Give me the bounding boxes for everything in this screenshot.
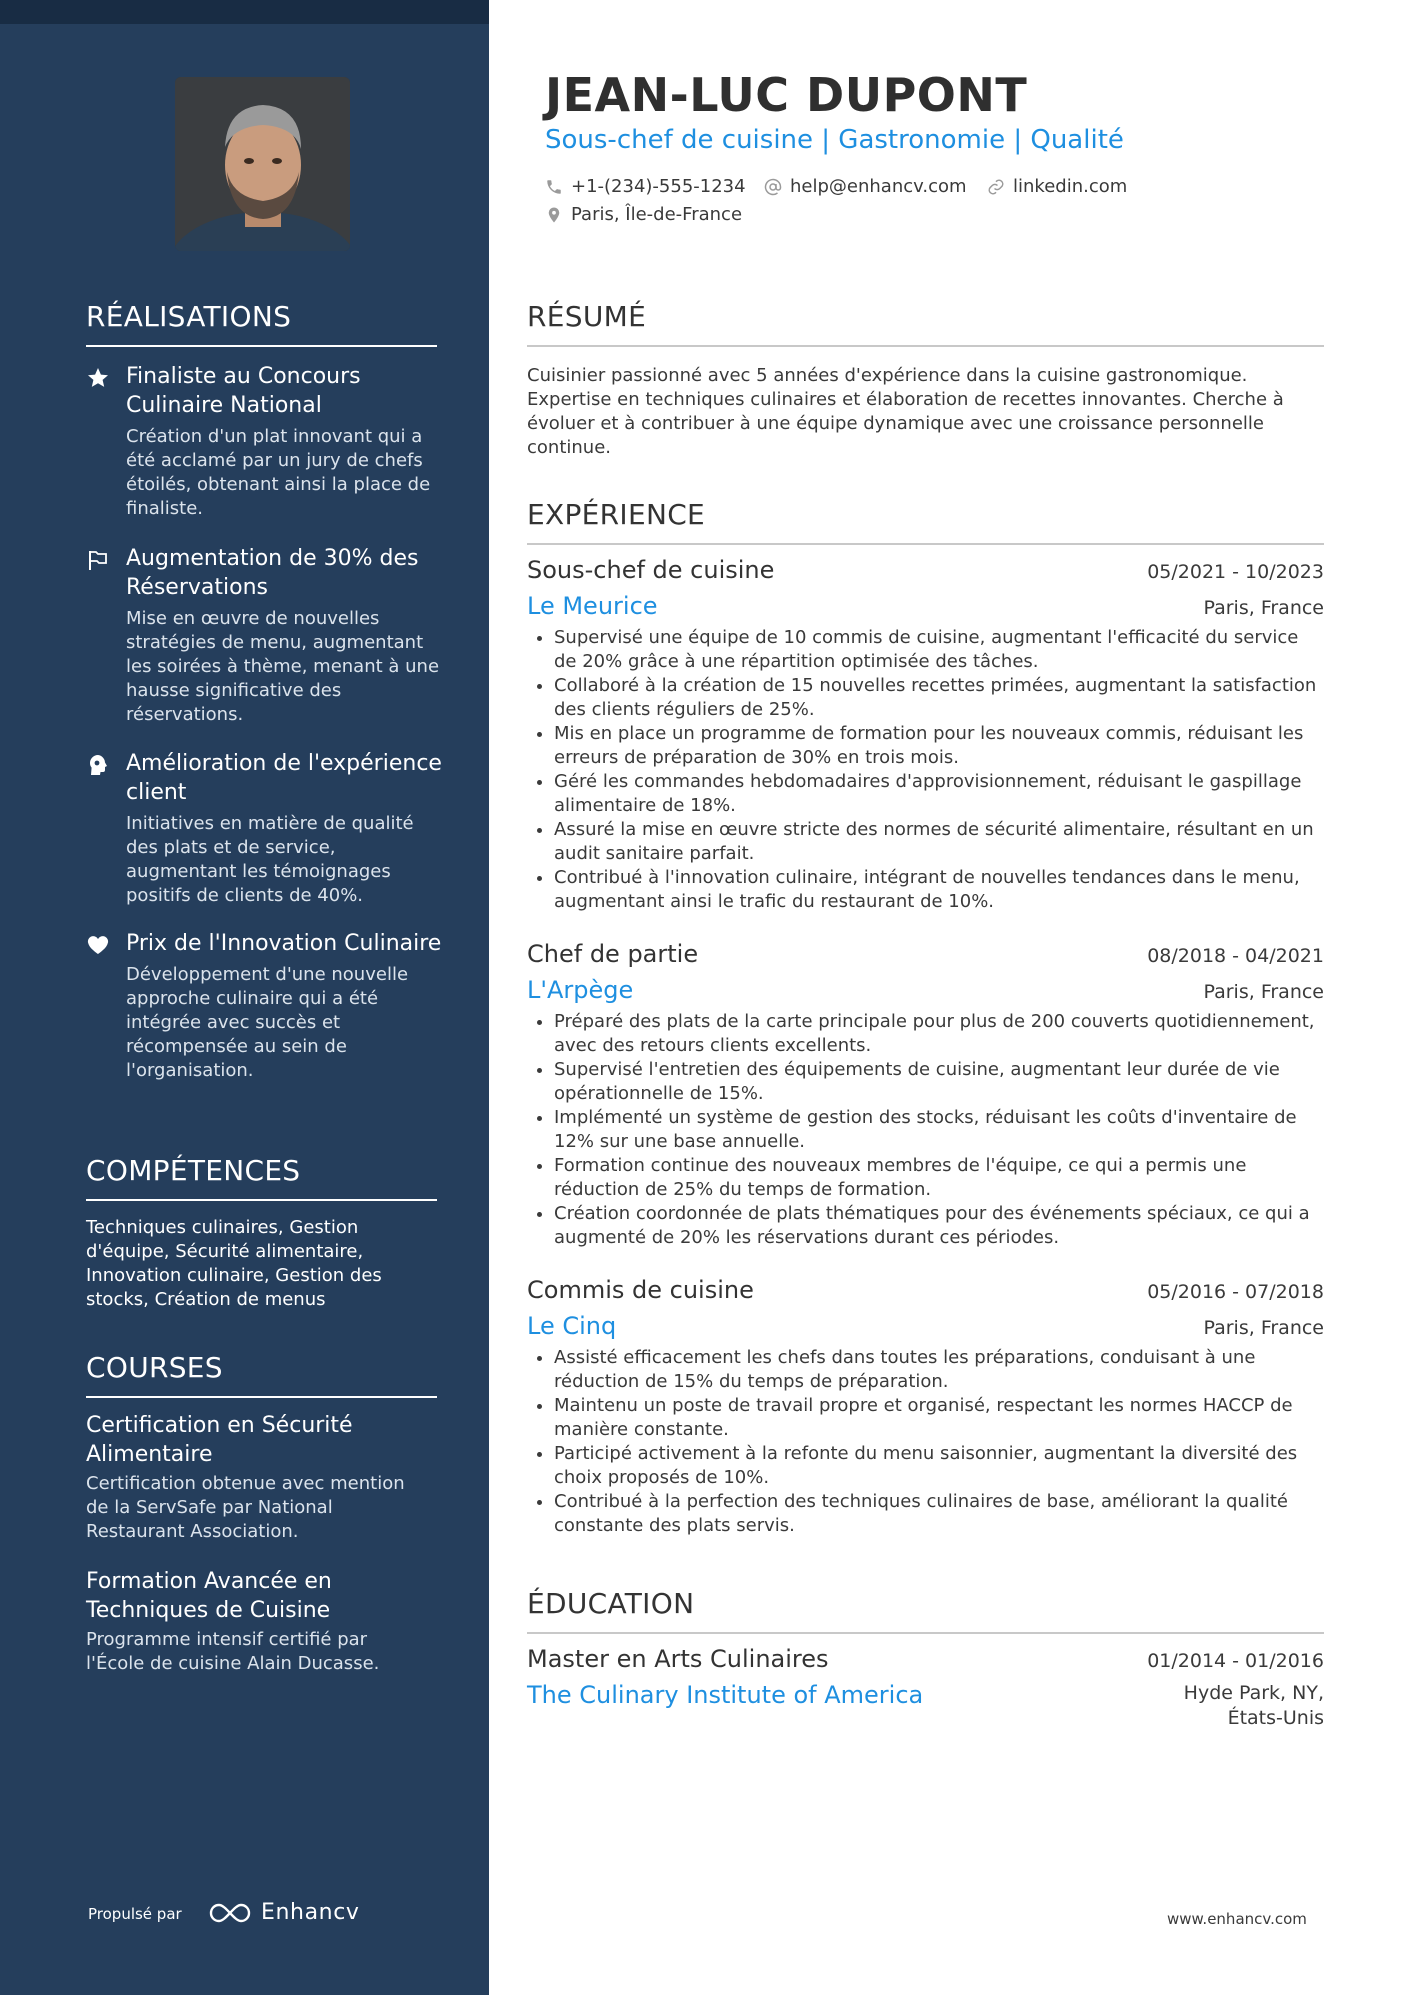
education-entry [527,1645,1324,1731]
flag-icon [86,548,110,572]
experience-title: EXPÉRIENCE [527,498,1324,545]
course-desc: Certification obtenue avec mention de la ServSafe par National Restaurant Association. [86,1473,405,1542]
job-location: Paris, France [1203,1317,1324,1339]
job-bullets [527,1010,1324,1250]
link-icon [987,178,1005,196]
company-name[interactable]: L'Arpège [527,976,634,1004]
achievement-title: Finaliste au Concours Culinaire National [126,364,361,418]
skills-title: COMPÉTENCES [86,1154,437,1201]
star-icon [86,366,110,390]
brand-logo[interactable] [207,1900,360,1925]
job-bullet: • Géré les commandes hebdomadaires d'approvisionnement, réduisant le gaspillage alimentaire de 18%. [554,770,1324,818]
job-bullet: • Supervisé l'entretien des équipements de cuisine, augmentant leur durée de vie opérationnelle de 15%. [554,1058,1324,1106]
summary-text: Cuisinier passionné avec 5 années d'expérience dans la cuisine gastronomique. Expertise en techniques culinaires et élaboration de recettes innovantes. Cherche à évoluer et à contribuer à une équipe dynamique avec une croissance personnelle continue. [527,365,1284,458]
candidate-headline: Sous-chef de cuisine | Gastronomie | Qualité [545,125,1124,155]
contact-phone[interactable] [545,176,746,197]
company-name[interactable]: Le Meurice [527,592,658,620]
job-bullet: • Contribué à l'innovation culinaire, intégrant de nouvelles tendances dans le menu, augmentant ainsi le trafic du restaurant de 10%. [554,866,1324,914]
job-dates: 08/2018 - 04/2021 [1147,945,1324,967]
footer-site-link[interactable]: www.enhancv.com [1167,1910,1307,1928]
job-location: Paris, France [1203,597,1324,619]
job-entry [527,1276,1324,1538]
course-title: Certification en Sécurité Alimentaire [86,1413,353,1467]
infinity-icon [207,1901,253,1925]
email-text: help@enhancv.com [790,176,967,197]
achievement-desc: Création d'un plat innovant qui a été acclamé par un jury de chefs étoilés, obtenant ainsi la place de finaliste. [126,426,431,519]
heart-icon [86,933,110,957]
contact-email[interactable] [764,176,967,197]
company-name[interactable]: Le Cinq [527,1312,617,1340]
job-dates: 05/2016 - 07/2018 [1147,1281,1324,1303]
job-dates: 05/2021 - 10/2023 [1147,561,1324,583]
achievement-title: Prix de l'Innovation Culinaire [126,931,442,956]
achievements-title: RÉALISATIONS [86,300,437,347]
powered-by-label: Propulsé par [88,1905,182,1923]
job-bullet: • Contribué à la perfection des techniques culinaires de base, améliorant la qualité constante des plats servis. [554,1490,1324,1538]
candidate-name: JEAN-LUC DUPONT [545,68,1028,122]
achievement-title: Augmentation de 30% des Réservations [126,546,419,600]
education-dates: 01/2014 - 01/2016 [1147,1650,1324,1672]
contact-linkedin[interactable] [987,176,1127,197]
job-bullet: • Maintenu un poste de travail propre et organisé, respectant les normes HACCP de manière constante. [554,1394,1324,1442]
achievement-item [86,544,446,727]
location-pin-icon [545,206,563,224]
sidebar-top-band [0,0,489,24]
phone-icon [545,178,563,196]
job-bullets [527,626,1324,914]
achievement-desc: Mise en œuvre de nouvelles stratégies de menu, augmentant les soirées à thème, menant à une hausse significative des réservations. [126,608,440,725]
at-icon [764,178,782,196]
job-title: Chef de partie [527,940,699,968]
job-bullet: • Création coordonnée de plats thématiques pour des événements spéciaux, ce qui a augmenté de 20% les réservations durant ces périodes. [554,1202,1324,1250]
achievement-item [86,929,446,1083]
courses-title: COURSES [86,1351,437,1398]
job-bullet: • Préparé des plats de la carte principale pour plus de 200 couverts quotidiennement, avec des retours clients excellents. [554,1010,1324,1058]
job-entry [527,940,1324,1250]
course-item [86,1567,431,1676]
job-bullet: • Supervisé une équipe de 10 commis de cuisine, augmentant l'efficacité du service de 20% grâce à une répartition optimisée des tâches. [554,626,1324,674]
sidebar [0,0,489,1995]
achievement-desc: Développement d'une nouvelle approche culinaire qui a été intégrée avec succès et récompensée au sein de l'organisation. [126,964,409,1081]
achievement-title: Amélioration de l'expérience client [126,751,442,805]
phone-text: +1-(234)-555-1234 [571,176,746,197]
job-title: Sous-chef de cuisine [527,556,775,584]
linkedin-text: linkedin.com [1013,176,1128,197]
education-title: ÉDUCATION [527,1587,1324,1634]
brand-name: Enhancv [261,1900,360,1925]
avatar [175,77,350,251]
job-bullet: • Implémenté un système de gestion des stocks, réduisant les coûts d'inventaire de 12% sur une base annuelle. [554,1106,1324,1154]
achievement-desc: Initiatives en matière de qualité des plats et de service, augmentant les témoignages positifs de clients de 40%. [126,813,414,906]
location-text: Paris, Île-de-France [571,204,743,225]
job-entry [527,556,1324,914]
job-bullet: • Participé activement à la refonte du menu saisonnier, augmentant la diversité des choix proposés de 10%. [554,1442,1324,1490]
degree-title: Master en Arts Culinaires [527,1645,829,1673]
contact-location [545,204,742,225]
course-item [86,1411,431,1544]
job-bullet: • Assisté efficacement les chefs dans toutes les préparations, conduisant à une réduction de 15% du temps de préparation. [554,1346,1324,1394]
achievement-item [86,362,446,521]
head-icon [86,753,110,777]
job-title: Commis de cuisine [527,1276,754,1304]
job-bullet: • Mis en place un programme de formation pour les nouveaux commis, réduisant les erreurs de préparation de 30% en trois mois. [554,722,1324,770]
job-bullet: • Collaboré à la création de 15 nouvelles recettes primées, augmentant la satisfaction des clients réguliers de 25%. [554,674,1324,722]
education-location: Hyde Park, NY, États-Unis [1183,1682,1324,1729]
achievement-item [86,749,446,908]
job-bullets [527,1346,1324,1538]
course-desc: Programme intensif certifié par l'École de cuisine Alain Ducasse. [86,1629,380,1674]
school-name[interactable]: The Culinary Institute of America [527,1681,924,1709]
summary-title: RÉSUMÉ [527,300,1324,347]
skills-text: Techniques culinaires, Gestion d'équipe, Sécurité alimentaire, Innovation culinaire, Gestion des stocks, Création de menus [86,1217,382,1310]
job-location: Paris, France [1203,981,1324,1003]
job-bullet: • Formation continue des nouveaux membres de l'équipe, ce qui a permis une réduction de 25% du temps de formation. [554,1154,1324,1202]
course-title: Formation Avancée en Techniques de Cuisine [86,1569,332,1623]
job-bullet: • Assuré la mise en œuvre stricte des normes de sécurité alimentaire, résultant en un audit sanitaire parfait. [554,818,1324,866]
